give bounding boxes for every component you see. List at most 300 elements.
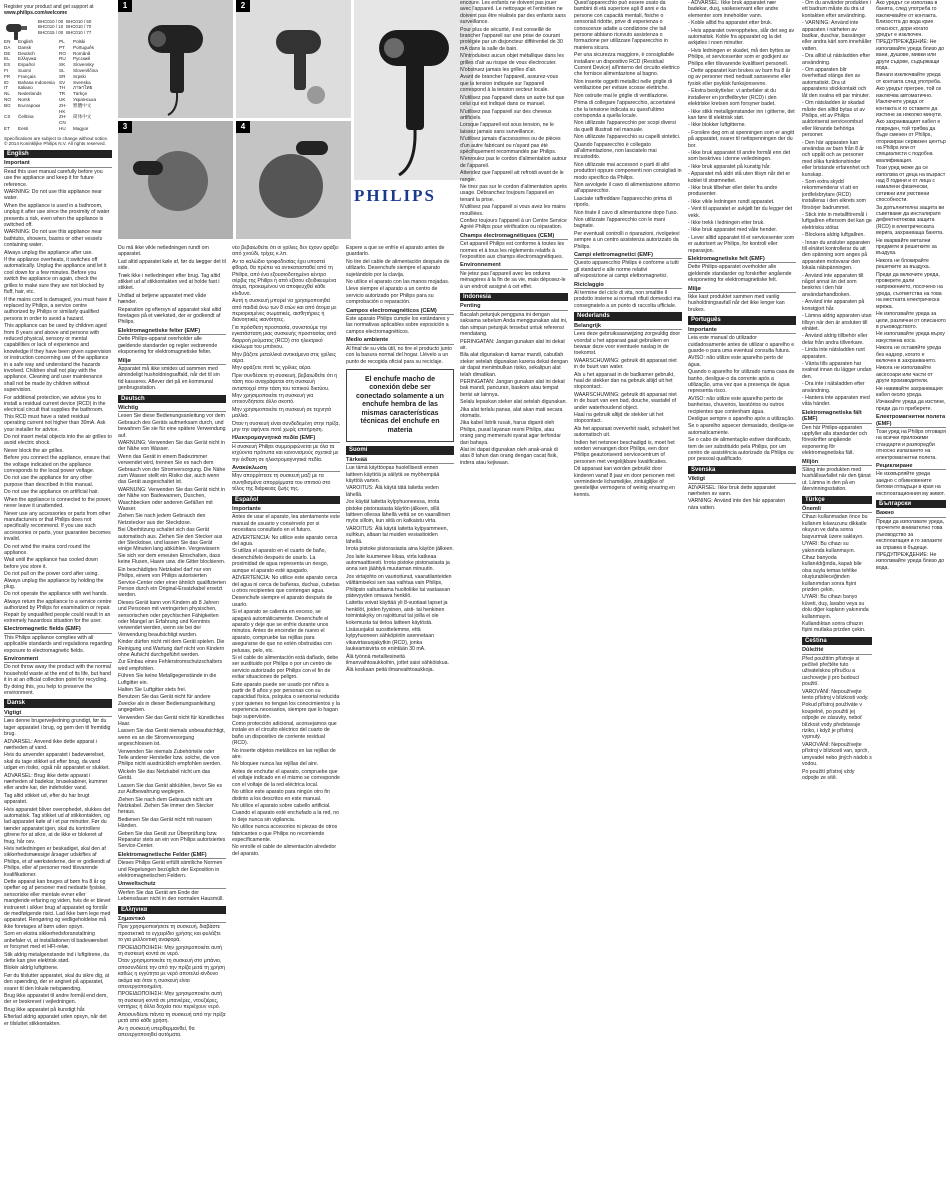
paragraph: Do not use the appliance for any other purpose than described in this manual. xyxy=(4,475,94,488)
language-code: TH xyxy=(59,85,66,91)
paragraph: - Linda inte nätsladden runt apparaten. xyxy=(802,347,865,360)
paragraph: No utilice el aparato sobre cabello artificial. xyxy=(232,802,331,809)
paragraph: N'introduisez aucun objet métallique dans les grilles d'air au risque de vous électrocuter. xyxy=(460,53,564,66)
step-illustration xyxy=(118,0,233,118)
paragraph: Dit apparaat kan worden gebruikt door kinderen vanaf 8 jaar en door personen met verminderde lichamelijke, zintuiglijke of geestelijke vermogens of weinig ervaring en kennis. xyxy=(574,466,675,498)
paragraph: This appliance can be used by children aged from 8 years and above and persons with reduced physical, sensory or mental capabilities or lack of experience and knowledge if they have been given supervision or instruction concerning use of the appliance in a safe way and understand the hazards involved. Children shall not play with the appliance. Cleaning and user maintenance shall not be made by children without supervision. xyxy=(4,323,112,394)
paragraph: Este aparato puede ser usado por niños a partir de 8 años y por personas con su capacidad física, psíquica o sensorial reducida y por quienes no tengan los conocimientos y la experiencia necesarios, siempre que lo hagan bajo supervisión. xyxy=(232,681,340,720)
register-line: Register your product and get support at xyxy=(4,4,94,10)
paragraph: N'utilisez pas l'appareil sur des cheveux artificiels. xyxy=(460,108,552,121)
paragraph: Ако захранващият кабел е повреден, той трябва да бъде сменен от Philips, оторизиран сервизен център на Philips или от специалисти с подобна квалификация. xyxy=(876,119,946,164)
lang-heading-english: English xyxy=(4,150,112,158)
paragraph: WAARSCHUWING: gebruik dit apparaat niet in de buurt van water. xyxy=(574,357,677,371)
language-code: NL xyxy=(4,91,10,97)
paragraph: Do not operate the appliance with wet hands. xyxy=(4,591,108,598)
paragraph: - Vänta tills apparaten har svalnat innan du lägger undan den. xyxy=(802,360,872,380)
paragraph: Lad altid apparatet køle af, før du lægger det til side. xyxy=(118,258,226,272)
paragraph: Ein beschädigtes Netzkabel darf nur von Philips, einem von Philips autorisierten Service-Center oder einer ähnlich qualifizierten Person durch ein Original-Ersatzkabel ersetzt werden. xyxy=(118,566,226,599)
emf-heading: Champs électromagnétiques (CEM) xyxy=(460,233,568,240)
paragraph: - Hantera inte apparaten med våta händer. xyxy=(802,394,870,408)
paragraph: N'obstruez jamais les grilles d'air. xyxy=(460,67,537,74)
hair-dryer-icon xyxy=(354,0,473,180)
paragraph: Η συσκευή Philips συμμορφώνεται με όλα τα ισχύοντα πρότυπα και κανονισμούς σχετικά με την έκθεση σε ηλεκτρομαγνητικά πεδία. xyxy=(232,443,339,463)
lang-heading-german: Deutsch xyxy=(118,395,226,403)
paragraph: Zur Einbau eines Fehlerstromschutzschalters wird empfohlen. xyxy=(118,659,223,672)
column-greek-spanish xyxy=(232,245,340,1193)
paragraph: - Om nätsladden är skadad måste den alltid bytas ut av Philips, ett av Philips auktoriserat serviceombud eller liknande behöriga personer. xyxy=(802,100,865,139)
paragraph: Irrota pistoke pistorasiasta aina käytön jälkeen. xyxy=(346,546,454,553)
step-number: 1 xyxy=(118,0,132,12)
paragraph: - Hvis apparatet overopphetes, slår det seg av automatisk. Koble fra apparatet og la det avkjøles i noen minutter. xyxy=(688,27,795,47)
paragraph: Geben Sie das Gerät zur Überprüfung bzw. Reparatur stets an ein von Philips autorisiertes Service-Center. xyxy=(118,830,226,850)
paragraph: - Om apparaten blir överhettad stängs den av automatiskt. Dra ut apparatens stickkontakt och låt den svalna ett par minuter. xyxy=(802,67,871,99)
paragraph: - Ikke vikle ledningen rundt apparatet. xyxy=(688,198,775,205)
paragraph: Ikke kast produktet sammen med vanlig husholdningsavfall når det ikke lenger kan brukes. xyxy=(688,294,785,313)
paragraph: Jos laite kuumenee liikaa, virta katkeaa automaattisesti. Irrota pistoke pistorasiasta ja anna sen jäähtyä muutaman minuutin. xyxy=(346,553,450,573)
paragraph: Αυτή η συσκευή μπορεί να χρησιμοποιηθεί από παιδιά άνω των 8 ετών και από άτομα με περιορισμένες σωματικές, αισθητήριες ή διανοητικές ικανότητες. xyxy=(232,298,337,324)
paragraph: - Använd aldrig tillbehör eller delar från andra tillverkare. xyxy=(802,333,868,346)
language-name: Ελληνικα xyxy=(18,56,37,62)
language-name: Polski xyxy=(73,39,86,45)
paragraph: Cihaz banyoda kullanıldığında, kapalı bile olsa suyla temas tehlike oluşturabileceğinden kullanımdan sonra fişini prizden çekin. xyxy=(802,554,862,593)
paragraph: Alat ini dapat digunakan oleh anak-anak di atas 8 tahun dan orang dengan cacat fisik, indera atau kejiwaan. xyxy=(460,447,558,466)
paragraph: Do not pull on the power cord after using. Always unplug the appliance by holding the plug. xyxy=(4,571,104,590)
paragraph: VAROITUS: Älä käytä tätä laitetta veden lähellä. xyxy=(346,485,439,498)
paragraph: - Ikke bruk apparatet med våte hender. xyxy=(688,227,778,234)
paragraph: Non utilizzate l'apparecchio su capelli sintetici. xyxy=(574,134,681,141)
language-name: Български xyxy=(18,102,41,108)
important-heading: Tärkeää xyxy=(346,457,454,464)
language-code: CS xyxy=(4,114,11,120)
paragraph: Αν η συσκευή υπερθερμανθεί, θα απενεργοποιηθεί αυτόματα. xyxy=(118,1025,195,1038)
paragraph: Dieses Gerät kann von Kindern ab 8 Jahren und Personen mit verringerten physischen, sensorischen oder psychischen Fähigkeiten oder Mangel an Erfahrung und Kenntnis verwendet werden, wenn sie bei der Verwendung beaufsichtigt wurden. xyxy=(118,599,219,638)
paragraph: If the mains cord is damaged, you must have it replaced by Philips, a service centre authorized by Philips or similarly qualified persons in order to avoid a hazard. xyxy=(4,296,112,322)
paragraph: Desligue sempre o aparelho após a utilização. xyxy=(688,415,795,422)
paragraph: Hvis netledningen er beskadiget, skal den af sikkerhedsmæssige årsager udskiftes af Philips, et af værkstederne, der er godkendt af Philips, eller af personer med tilsvarende kvalifikationer. xyxy=(4,846,111,878)
paragraph: Jika kabel listrik rusak, harus diganti oleh Philips, pusat layanan resmi Philips, atau orang yang memenuhi syarat agar terhindar dari bahaya. xyxy=(460,420,561,446)
paragraph: Винаги изключвайте уреда от контакта след употреба. xyxy=(876,72,942,85)
paragraph: Al termine del ciclo di vita, non smaltite il prodotto insieme ai normali rifiuti domestici ma consegnatelo a un punto di raccolta ufficiale. xyxy=(574,290,681,309)
paragraph: Leia este manual do utilizador cuidadosamente antes de utilizar o aparelho e guarde-o para uma eventual consulta futura. xyxy=(688,335,795,354)
paragraph: Bila alat digunakan di kamar mandi, cabutlah steker setelah digunakan karena dekat dengan air dapat menimbulkan risiko, sekalipun alat telah dimatikan. xyxy=(460,352,568,378)
paragraph: Jos käytät laitetta kylpyhuoneessa, irrota pistoke pistorasiasta käytön jälkeen, sillä laitteen ollessa lähellä vettä se on vaarallinen myös silloin, kun siitä on katkaistu virta. xyxy=(346,499,451,525)
language-name: Čeština xyxy=(18,114,34,120)
lang-heading-dutch: Nederlands xyxy=(574,312,682,320)
paragraph: ADVARSEL: Ikke bruk dette apparatet nærheten av vann. xyxy=(688,484,776,498)
paragraph: Læs denne brugervejledning grundigt, før du tager apparatet i brug, og gem den til fremtidig brug. xyxy=(4,718,111,738)
model-number: BHC010 / 50 xyxy=(66,18,92,24)
paragraph: Dieses Philips Gerät erfüllt sämtliche Normen und Regelungen bezüglich der Exposition in elektromagnetischen Feldern. xyxy=(118,860,223,879)
paragraph: Si utiliza el aparato en el cuarto de baño, desenchúfelo después de usarlo. La proximidad de agua representa un riesgo, aunque el aparato esté apagado. xyxy=(232,548,329,574)
paragraph: Πριν συνδέσετε τη συσκευή, βεβαιωθείτε ότι η τάση που αναγράφεται στη συσκευή αντιστοιχεί στην τάση του τοπικού δικτύου. xyxy=(232,372,338,392)
language-name: Norsk xyxy=(18,97,30,102)
environment-heading: Рециклиране xyxy=(876,463,946,470)
environment-heading: Umweltschutz xyxy=(118,881,226,888)
paragraph: Ако уредът прегрее, той се изключва автоматично. Изключете уреда от контакта и го оставете да изстине за няколко минути. xyxy=(876,86,943,118)
language-code: ES xyxy=(4,62,11,68)
paragraph: ΠΡΟΕΙΔΟΠΟΙΗΣΗ: Μην χρησιμοποιείτε αυτή τη συσκευή κοντά σε μπανιέρες, ντουζιέρες, νιπτήρες ή άλλα δοχεία που περιέχουν νερό. xyxy=(118,991,222,1011)
paragraph: Brug ikke apparatet til andre formål end dem, der er beskrevet i vejledningen. xyxy=(4,992,108,1006)
environment-heading: Miljø xyxy=(688,286,796,293)
paragraph: Lesen Sie diese Bedienungsanleitung vor dem Gebrauch des Geräts aufmerksam durch, und bewahren Sie sie für eine spätere Verwendung auf. xyxy=(118,413,226,439)
paragraph: Никога не използвайте аксесоари или части от други производители. xyxy=(876,365,933,385)
paragraph: Blokér aldrig luftgitrene. xyxy=(4,965,59,972)
paragraph: No utilice este aparato para ningún otro fin distinto a los descritos en este manual. xyxy=(232,789,330,802)
emf-heading: Elektromagnetiska fält (EMF) xyxy=(802,410,872,424)
paragraph: - Som extra skydd rekommenderar vi att en jordfelsbrytare (RCD) installeras i den elkrets som försörjer badrummet. xyxy=(802,178,867,211)
paragraph: Als u het apparaat in de badkamer gebruikt, haal de stekker dan na gebruik altijd uit het stopcontact. xyxy=(574,371,675,391)
paragraph: Този уред може да се използва от деца на възраст над 8 години и от лица с намалени физически, сетивни или умствени способности. xyxy=(876,165,946,204)
language-code: ZH-HK xyxy=(59,102,67,114)
lang-heading-bulgarian: Български xyxy=(876,500,946,508)
paragraph: N'utilisez pas l'appareil dans un autre but que celui qui est indiqué dans ce manuel. xyxy=(460,94,565,108)
language-name: Українська xyxy=(73,97,97,102)
important-heading: Importante xyxy=(232,506,340,513)
paragraph: Verwenden Sie niemals Zubehörteile oder Teile anderer Hersteller bzw. solche, die von Philips nicht ausdrücklich empfohlen werden. xyxy=(118,748,222,768)
lang-heading-spanish: Español xyxy=(232,496,340,504)
paragraph: Μην χρησιμοποιείτε τη συσκευή σε τεχνητά μαλλιά. xyxy=(232,406,331,420)
paragraph: Αν το καλώδιο τροφοδοσίας έχει υποστεί φθορά, θα πρέπει να αντικατασταθεί από τη Philips, από ένα εξουσιοδοτημένο κέντρο σέρβις της Philips ή από εξίσου εξειδικευμένα άτομα, προκειμένου να αποφευχθεί κάθε κίνδυνο. xyxy=(232,258,337,297)
language-name: Dansk xyxy=(18,44,32,50)
step-number: 3 xyxy=(118,121,132,133)
language-name: 简体中文 xyxy=(73,114,92,120)
paragraph: Släng inte produkten med hushållsavfallet när den tjänat ut. Lämna in den på en återvinningsstation. xyxy=(802,467,871,493)
language-name: Türkçe xyxy=(73,91,88,97)
paragraph: Ne tirez pas sur le cordon d'alimentation après usage. Débranchez toujours l'appareil en tenant la prise. xyxy=(460,183,567,203)
paragraph: Για πρόσθετη προστασία, συνιστούμε την εγκατάσταση μιας συσκευής προστασίας από διαρροή ρεύματος (RCD) στο ηλεκτρικό κύκλωμα του μπάνιου. xyxy=(232,324,337,351)
paragraph: Wait until the appliance has cooled down before you store it. xyxy=(4,557,98,570)
paragraph: Αποσυνδέετε πάντα τη συσκευή από την πρίζα μετά από κάθε χρήση. xyxy=(118,1011,226,1025)
paragraph: Always unplug the appliance after use. xyxy=(4,249,93,256)
language-name: English xyxy=(18,39,34,45)
paragraph: This Philips appliance complies with all applicable standards and regulations regarding exposure to electromagnetic fields. xyxy=(4,634,112,654)
language-code: SV xyxy=(59,79,66,85)
environment-heading: Environment xyxy=(4,656,112,663)
paragraph: Apparatet må ikke smides ud sammen med almindeligt husholdningsaffald, når det til sin tid kasseres. Aflever det på en kommunal genbrugsstation. xyxy=(118,365,220,392)
paragraph: WARNUNG: Verwenden Sie das Gerät nicht in der Nähe von Wasser. xyxy=(118,439,226,453)
paragraph: Hvis apparatet bliver overophedet, slukkes det automatisk. Tag stikket ud af stikkontakten, og lad apparatet køle af i et par minutter. Før du tænder apparatet igen, skal du kontrollere gitrene for at sikre, at de ikke er blokeret af fnug, hår osv. xyxy=(4,806,111,845)
paragraph: Espere a que se enfríe el aparato antes de guardarlo. xyxy=(346,245,445,258)
paragraph: Älä työnnä metalliesineitä ilmanvaihtoaukkoihin, jottet saisi sähköiskua. xyxy=(346,653,449,666)
language-name: Magyar xyxy=(73,125,89,131)
paragraph: Per eventuali controlli o riparazioni, rivolgetevi sempre a un centro assistenza autorizzato da Philips. xyxy=(574,230,680,250)
model-number: BHC010 / 70 xyxy=(66,24,92,30)
paragraph: Bedienen Sie das Gerät nicht mit nassen Händen. xyxy=(118,816,213,830)
paragraph: Lassen Sie das Gerät niemals unbeaufsichtigt, wenn es an die Stromversorgung angeschlossen ist. xyxy=(118,728,225,748)
lang-heading-indonesian: Indonesia xyxy=(460,293,568,301)
paragraph: Dette Philips-apparatet overholder alle gjeldende standarder og forskrifter angående eksponering for elektromagnetiske felt. xyxy=(688,264,792,284)
paragraph: ΠΡΟΕΙΔΟΠΟΙΗΣΗ: Μην χρησιμοποιείτε αυτή τη συσκευή κοντά σε νερό. xyxy=(118,944,222,958)
paragraph: Hvis du anvender apparatet i badeværelset, skal du tage stikket ud efter brug, da vand udgør en risiko, også når apparatet er slukket. xyxy=(4,752,110,772)
paragraph: Ако уредът се използва в банята, след употреба го изключвайте от контакта. Близостта до вода крие опасност, дори когато уредът е изключен. xyxy=(876,0,938,39)
environment-heading: Miljön xyxy=(802,459,872,466)
paragraph: Πριν χρησιμοποιήσετε τη συσκευή, διαβάστε προσεκτικά το εγχειρίδιο χρήσης και φυλάξτε το για μελλοντική αναφορά. xyxy=(118,924,221,944)
hair-dryer-icon xyxy=(236,0,351,118)
paragraph: Kinder dürfen nicht mit dem Gerät spielen. Die Reinigung und Wartung darf nicht von Kindern ohne Aufsicht durchgeführt werden. xyxy=(118,639,225,658)
language-code: UK xyxy=(59,97,66,102)
paragraph: νέο βεβαιωθείτε ότι οι γρίλιες δεν έχουν φράξει από χνούδι, τρίχες κ.λπ. xyxy=(232,245,339,258)
paragraph: ADVARSEL: Anvend ikke dette apparat i nærheden af vand. xyxy=(4,738,97,751)
paragraph: - Ikke trekk i ledningen etter bruk. xyxy=(688,220,765,226)
paragraph: VAROVÁNÍ: Nepoužívejte tento přístroj v blízkosti vody. xyxy=(802,688,869,702)
important-heading: Vigtigt xyxy=(4,710,112,717)
paragraph: Dette apparat kan bruges af børn fra 8 år og opefter og af personer med nedsatte fysiske, sensoriske eller mentale evner eller manglende erfaring og viden, hvis de er blevet instrueret i sikker brug af apparatet og forstår de medfølgende risici. Lad ikke børn lege med apparatet. Rengøring og vedligeholdelse må ikke foretages af børn uden opsyn. xyxy=(4,879,111,930)
paragraph: Wickeln Sie das Netzkabel nicht um das Gerät. xyxy=(118,768,211,782)
paragraph: - Forsikre deg om at spenningen som er angitt på apparatet, svarer til nettspenningen der du bor. xyxy=(688,129,795,149)
paragraph: Si el aparato se calienta en exceso, se apagará automáticamente. Desenchufe el aparato y deje que se enfríe durante unos minutos. Antes de encender de nuevo el aparato, compruebe las rejillas para asegurarse de que no estén obstruidas con pelusas, pelo, etc. xyxy=(232,609,332,654)
paragraph: Stik aldrig metalgenstande ind i luftgitrene, da dette kan give elektrisk stød. xyxy=(4,951,109,964)
paragraph: Quest'apparecchio può essere usato da bambini di età superiore agli 8 anni e da persone con capacità mentali, fisiche o sensoriali ridotte, prive di esperienza o conoscenze adatte a condizione che tali persone abbiano ricevuto assistenza o formazione per utilizzare l'apparecchio in maniera sicura. xyxy=(574,0,668,51)
language-code: PT xyxy=(59,44,65,50)
paragraph: Som en ekstra sikkerhedsforanstaltning anbefaler vi, at installationen til badeværelset er forsynet med et HFI-relæ. xyxy=(4,931,108,951)
paragraph: Lorsque l'appareil est sous tension, ne le laissez jamais sans surveillance. xyxy=(460,122,554,135)
paragraph: ADVERTENCIA: No utilice este aparato cerca del agua. xyxy=(232,534,338,548)
column-swedish-turkish-czech-bulgarian xyxy=(802,0,946,1193)
language-code: ET xyxy=(4,125,10,131)
emf-heading: Elektromagnetiske felter (EMF) xyxy=(118,328,226,335)
paragraph: No utilice el aparato con las manos mojadas. xyxy=(346,279,450,286)
paragraph: - Vent til apparatet er avkjølt før du legger det vekk. xyxy=(688,206,793,219)
paragraph: - Dette apparatet kan brukes av barn fra 8 år og av personer med nedsatt sanseevne eller fysisk eller psykisk funksjonsevne. xyxy=(688,68,791,87)
paragraph: Cuando el aparato esté enchufado a la red, no lo deje nunca sin vigilancia. xyxy=(232,810,339,823)
paragraph: Træk ikke i netledningen efter brug. Tag altid stikket ud af stikkontakten ved at holde fast i stikket. xyxy=(118,272,221,292)
paragraph: - Ekstra beskyttelse: vi anbefaler at du installerer en jordfeilbryter (RCD) i den elektriske kretsen som forsyner badet. xyxy=(688,88,777,108)
language-name: ภาษาไทย xyxy=(73,85,93,91)
paragraph: AVISO: não utilize este aparelho perto de água. xyxy=(688,355,784,368)
paragraph: Antes de usar el aparato, lea atentamente este manual de usuario y consérvelo por si necesitara consultarlo en el futuro. xyxy=(232,514,340,534)
paragraph: - Ikke bruk apparatet til andre formål enn det som beskrives i denne veiledningen. xyxy=(688,149,791,163)
paragraph: За допълнителна защита ви съветваме да инсталирате дефектнотокова защита (RCD) в електрическата верига, захранваща банята. xyxy=(876,204,945,237)
language-code: EN xyxy=(4,39,11,45)
language-code: DE xyxy=(4,50,11,56)
paragraph: - Blockera aldrig luftgallren. xyxy=(802,232,865,239)
step-number: 4 xyxy=(236,121,250,133)
paragraph: No inserte objetos metálicos en las rejillas de aire. xyxy=(232,747,336,761)
column-german xyxy=(118,245,226,1193)
paragraph: Do not insert metal objects into the air grilles to avoid electric shock. xyxy=(4,434,112,447)
language-code: ID xyxy=(4,79,9,85)
paragraph: Per una sicurezza maggiore, è consigliabile installare un dispositivo RCD (Residual Current Device) all'interno del circuito elettrico che fornisce alimentazione al bagno. xyxy=(574,52,680,78)
paragraph: - Om du använder produkten i ett badrum måste du dra ut kontakten efter användning. xyxy=(802,0,871,19)
paragraph: Μην απορρίπτετε τη συσκευή μαζί με τα συνηθισμένα απορρίμματα του σπιτιού στο τέλος της διάρκειας ζωής της. xyxy=(232,473,331,493)
language-name: Srpski xyxy=(73,73,86,79)
language-code: DA xyxy=(4,44,11,50)
step-illustration xyxy=(118,121,233,239)
important-heading: Важно xyxy=(876,510,946,517)
important-heading: Wichtig xyxy=(118,405,226,412)
paragraph: Antes de enchufar el aparato, compruebe que el voltaje indicado en el mismo se corresponde con el voltaje de la red eléctrica local. xyxy=(232,768,340,788)
paragraph: Selalu lepaskan steker alat setelah digunakan. xyxy=(460,399,567,406)
paragraph: Du må ikke vikle netledningen rundt om apparatet. xyxy=(118,245,209,258)
paragraph: - Dra inte i nätsladden efter användning. xyxy=(802,381,865,394)
paragraph: WARNUNG: Verwenden Sie das Gerät nicht in der Nähe von Badewannen, Duschen, Waschbecken oder anderen Gefäßen mit Wasser. xyxy=(118,486,226,513)
paragraph: Μην χρησιμοποιείτε τη συσκευή για οποιονδήποτε άλλο σκοπό. xyxy=(232,392,314,406)
language-code: RU xyxy=(59,56,66,62)
paragraph: Bei Überhitzung schaltet sich das Gerät automatisch aus. Ziehen Sie den Stecker aus der Steckdose, und lassen Sie das Gerät einige Minuten lang abkühlen. Vergewissern Sie sich vor dem erneuten Einschalten, dass keine Flusen, Haare usw. die Gitter blockieren. xyxy=(118,527,226,566)
language-code: FR xyxy=(4,73,11,79)
paragraph: Όταν χρησιμοποιείτε τη συσκευή στο μπάνιο, αποσυνδέετέ την από την πρίζα μετά τη χρήση καθώς η εγγύτητα με νερό αποτελεί κίνδυνο ακόμα και όταν η συσκευή είναι απενεργοποιημένη. xyxy=(118,958,225,991)
paragraph: Prima di collegare l'apparecchio, accertatevi che la tensione indicata su quest'ultimo corrisponda a quella locale. xyxy=(574,100,676,119)
model-number: BHC015 / 00 xyxy=(38,29,64,35)
hair-drying-icon xyxy=(236,121,351,239)
environment-heading: Ανακύκλωση xyxy=(232,465,340,472)
language-code: HU xyxy=(59,125,66,131)
lang-heading-turkish: Türkçe xyxy=(802,496,872,504)
language-name: Slovensky xyxy=(73,62,94,68)
paragraph: Den här Philips-apparaten uppfyller alla standarder och föreskrifter angående exponering för elektromagnetiska fält. xyxy=(802,424,868,457)
paragraph: - Ikke stikk metallgjenstander inn i gitterne, det kan føre til elektrisk støt. xyxy=(688,108,795,121)
paragraph: Non utilizzate l'apparecchio con le mani bagnate. xyxy=(574,217,665,230)
model-number: BHC010 / 10 xyxy=(38,24,64,30)
paragraph: VAROITUS: Älä käytä laitetta kylpyammeen, suihkun, altaan tai muiden vesiastioiden lähellä. xyxy=(346,525,448,545)
paragraph: When the appliance is connected to the power, never leave it unattended. xyxy=(4,496,112,510)
important-heading: Σημαντικό xyxy=(118,916,226,923)
environment-heading: Medio ambiente xyxy=(346,337,454,344)
paragraph: ПРЕДУПРЕЖДЕНИЕ: Не използвайте уреда близо до вани, душове, мивки или други съдове, съдържащи вода. xyxy=(876,39,945,72)
paragraph: Non tirate il cavo di alimentazione dopo l'uso. xyxy=(574,209,678,216)
emf-heading: Electromagnetic fields (EMF) xyxy=(4,626,112,633)
paragraph: Do not wind the mains cord round the appliance. xyxy=(4,543,91,556)
paragraph: - Använd inte apparaten på konstgjort hår. xyxy=(802,299,865,312)
language-code: IT xyxy=(4,85,9,91)
paragraph: - ADVARSEL: Ikke bruk apparatet nær badekar, dusj, vaskeservant eller andre elementer som inneholder vann. xyxy=(688,0,779,19)
model-number: BHC010 / 77 xyxy=(66,29,92,35)
support-url[interactable]: www.philips.com/welcome xyxy=(4,10,68,17)
philips-logo: PHILIPS xyxy=(354,186,437,205)
paragraph: Ne jetez pas l'appareil avec les ordures ménagères à la fin de sa vie, mais déposez-le à un endroit assigné à cet effet. xyxy=(460,270,566,290)
paragraph: PERINGATAN: Jangan gunakan alat ini dekat bak mandi, pancuran, baskom atau tempat berisi air lainnya. xyxy=(460,378,565,398)
paragraph: Pour plus de sécurité, il est conseillé de brancher l'appareil sur une prise de courant protégée par un disjoncteur différentiel de 30 mA dans la salle de bain. xyxy=(460,26,563,52)
paragraph: - Lämna aldrig apparaten utan tillsyn när den är ansluten till elnätet. xyxy=(802,313,872,332)
important-heading: Importante xyxy=(688,327,796,334)
paragraph: Før du tilslutter apparatet, skal du sikre dig, at den spænding, der er angivet på apparatet, svarer til den lokale netspænding. xyxy=(4,972,110,992)
paragraph: PERINGATAN: Jangan gunakan alat ini dekat air. xyxy=(460,338,565,351)
emf-heading: Elektromagnetische Felder (EMF) xyxy=(118,852,226,859)
paragraph: Lees deze gebruiksaanwijzing zorgvuldig door voordat u het apparaat gaat gebruiken en bewaar deze voor eventuele naslag in de toekomst. xyxy=(574,331,681,357)
language-name: Español xyxy=(18,62,35,68)
paragraph: Se o aparelho aquecer demasiado, desliga-se automaticamente. xyxy=(688,423,794,436)
paragraph: - Koble alltid fra apparatet etter bruk. xyxy=(688,20,773,27)
paragraph: Този уред на Philips отговаря на всички приложими стандарти и разпоредби относно излагането на електромагнитни полета. xyxy=(876,429,946,461)
emf-heading: Campi elettromagnetici (EMF) xyxy=(574,252,682,259)
paragraph: Před použitím přístroje si pečlivě přečtěte tuto uživatelskou příručku a uschovejte ji pro budoucí použití. xyxy=(802,655,860,688)
paragraph: Изчакайте уреда да изстине, преди да го приберете. xyxy=(876,399,946,412)
paragraph: Non ostruite mai le griglie di ventilazione. xyxy=(574,92,669,99)
language-code: SR xyxy=(59,73,66,79)
paragraph: Dette Philips-apparat overholder alle gældende standarder og regler vedrørende eksponering for elektromagnetiske felter. xyxy=(118,336,218,356)
language-code: NO xyxy=(4,97,11,102)
paragraph: N'utilisez jamais d'accessoires ou de pièces d'un autre fabricant ou n'ayant pas été spécifiquement recommandés par Philips. xyxy=(460,136,561,155)
language-name: Svenska xyxy=(73,79,91,85)
paragraph: Always return the appliance to a service centre authorized by Philips for examination or repair. Repair by unqualified people could result in an extremely hazardous situation for the user. xyxy=(4,598,112,624)
language-code: PL xyxy=(59,39,65,45)
column-french-indonesian xyxy=(460,0,568,1193)
lang-heading-portuguese: Português xyxy=(688,316,796,324)
paragraph: Al final de su vida útil, no tire el producto junto con la basura normal del hogar. Llévelo a un punto de recogida oficial para su reciclaje. xyxy=(346,345,452,365)
paragraph: Jos virtajohto on vaurioitunut, vaaratilanteiden välttämiseksi sen saa vaihtaa vain Philips, Philipsin valtuuttama huoltoliike tai vastaavan pätevyyden omaava henkilö. xyxy=(346,573,452,599)
lang-heading-greek: Ελληνικα xyxy=(118,906,226,914)
lang-heading-finnish: Suomi xyxy=(346,446,454,454)
language-name: Eesti xyxy=(18,125,29,131)
paragraph: Никога не оставяйте уреда без надзор, когато е включен в захранването. xyxy=(876,345,941,364)
paragraph: No utilice nunca accesorios ni piezas de otros fabricantes o que Philips no recomiende específicamente. xyxy=(232,824,338,843)
paragraph: Undlad at betjene apparatet med våde hænder. xyxy=(118,292,207,306)
paragraph: - Ikke bruk apparatet på kunstig hår. xyxy=(688,163,771,170)
paragraph: ADVERTENCIA: No utilice este aparato cerca del agua ni cerca de bañeras, duchas, cubetas u otros recipientes que contengan agua. xyxy=(232,575,340,594)
paragraph: Do not use the appliance on artificial hair. xyxy=(4,489,99,496)
hair-dryer-icon xyxy=(118,0,233,118)
subcolumn-right xyxy=(876,0,946,1193)
paragraph: For additional protection, we advise you to install a residual current device (RCD) in the electrical circuit that supplies the bathroom. This RCD must have a rated residual operating current not higher than 30mA. Ask your installer for advice. xyxy=(4,394,106,433)
language-name: Suomi xyxy=(18,68,32,74)
paragraph: Lue tämä käyttöopas huolellisesti ennen laitteen käyttöä ja säilytä se myöhempää käyttöä varten. xyxy=(346,465,440,485)
paragraph: Führen Sie keine Metallgegenstände in die Luftgitter ein. xyxy=(118,673,217,686)
paragraph: Halten Sie Luftgitter stets frei. xyxy=(118,687,187,693)
paragraph: Cet appareil Philips est conforme à toutes les normes et à tous les règlements relatifs à l'exposition aux champs électromagnétiques. xyxy=(460,241,565,261)
paragraph: No tire del cable de alimentación después de utilizarlo. Desenchufe siempre el aparato sujetándolo por la clavija. xyxy=(346,258,450,278)
language-name: Română xyxy=(73,50,91,56)
plug-notice-box: El enchufe macho de conexión debe ser conectado solamente a un enchufe hembra de las mismas características técnicas del enchufe en materia xyxy=(346,369,454,443)
paragraph: Cihazı kullanmadan önce bu kullanım kılavuzunu dikkatle okuyun ve daha sonra başvurmak üzere saklayın. xyxy=(802,514,868,540)
paragraph: Älä koskaan peitä ilmanvaihtoaukkoja. xyxy=(346,667,434,674)
paragraph: - Ikke bruk tilbehør eller deler fra andre produsenter. xyxy=(688,184,778,198)
paragraph: - Dra alltid ut nätsladden efter användning. xyxy=(802,53,871,66)
important-heading: Important xyxy=(4,160,112,167)
paragraph: - Använd inte apparaten till något annat än det som beskrivs i den här användarhandboken. xyxy=(802,272,864,298)
paragraph: Quando l'apparecchio è collegato all'alimentazione, non lasciatelo mai incustodito. xyxy=(574,141,657,161)
language-code: EL xyxy=(4,56,10,62)
specifications-note: Specifications are subject to change without notice. © 2014 Koninklijke Philips N.V. All rights reserved. xyxy=(4,135,109,147)
paragraph: Bacalah petunjuk pengguna ini dengan saksama sebelum Anda menggunakan alat ini, dan simpan petunjuk tersebut untuk referensi mendatang. xyxy=(460,311,568,338)
paragraph: Quando o aparelho for utilizado numa casa de banho, desligue-o da corrente após a utilização, uma vez que a presença de água representa risco. xyxy=(688,369,795,395)
hair-dryer-icon xyxy=(4,21,30,41)
paragraph: Se o cabo de alimentação estiver danificado, tem de ser substituído pela Philips, por um centro de assistência autorizado da Philips ou por pessoal qualificado. xyxy=(688,437,794,463)
emf-heading: Електромагнитни полета (EMF) xyxy=(876,414,946,427)
paragraph: - Lever alltid apparatet til et servicesenter som er autorisert av Philips, for kontroll eller reparasjon. xyxy=(688,234,795,254)
model-number: BHC010 / 00 xyxy=(38,18,64,24)
paragraph: Όταν η συσκευή είναι συνδεδεμένη στην πρίζα, μην την αφήνετε ποτέ χωρίς επιτήρηση. xyxy=(232,420,340,433)
language-name: Bahasa Indonesia xyxy=(18,79,55,85)
important-heading: Belangrijk xyxy=(574,323,682,330)
language-code: BG xyxy=(4,102,11,108)
language-code: RO xyxy=(59,50,66,56)
paragraph: Не вкарвайте метални предмети в решетките за въздуха. xyxy=(876,237,937,257)
lang-heading-swedish: Svenska xyxy=(688,466,796,474)
paragraph: Non utilizzate mai accessori o parti di altri produttori oppure componenti non consigliati in modo specifico da Philips. xyxy=(574,161,682,181)
step-illustration xyxy=(236,121,351,239)
paragraph: Haal na gebruik altijd de stekker uit het stopcontact. xyxy=(574,411,664,425)
paragraph: - Stick inte in metallföremål i luftgallren eftersom det kan ge elektriska stötar. xyxy=(802,212,872,231)
paragraph: - Den här apparaten kan användas av barn från 8 år och uppåt och av personer med olika funktionshinder eller bristande erfarenhet och kunskap. xyxy=(802,139,870,178)
paragraph: Confiez toujours l'appareil à un Centre Service Agréé Philips pour vérification ou réparation. xyxy=(460,218,567,231)
paragraph: Lasciate raffreddare l'apparecchio prima di riporlo. xyxy=(574,195,672,209)
paragraph: Benutzen Sie das Gerät nicht für andere Zwecke als in dieser Bedienungsanleitung angegeben. xyxy=(118,694,215,714)
paragraph: Read this user manual carefully before you use the appliance and keep it for future reference. xyxy=(4,168,103,188)
paragraph: Werfen Sie das Gerät am Ende der Lebensdauer nicht in den normalen Hausmüll. xyxy=(118,889,224,903)
paragraph: Не навивайте захранващия кабел около уреда. xyxy=(876,385,943,398)
paragraph: Lisäsuojaksi suosittelemme, että kylpyhuoneen sähköpiiriin asennetaan vikavirtasuojakytkin (RCD), jonka laukeamisvirta on enintään 30 mA. xyxy=(346,626,434,653)
paragraph: Efterlad aldrig apparatet uden opsyn, når det er tilsluttet stikkontakten. xyxy=(4,1014,107,1027)
column-italian-dutch xyxy=(574,0,682,1193)
column-english xyxy=(4,0,112,1193)
paragraph: Kullandıktan sonra cihazın fişini mutlaka prizden çekin. xyxy=(802,620,866,634)
language-name: Deutsch xyxy=(18,50,35,56)
column-spanish-finnish xyxy=(346,245,454,1193)
paragraph: Attendez que l'appareil ait refroidi avant de le ranger. xyxy=(460,170,564,183)
paragraph: No bloquee nunca las rejillas del aire. xyxy=(232,761,319,768)
important-heading: Viktigt xyxy=(688,476,796,483)
language-code: ZH-CN xyxy=(59,114,67,126)
